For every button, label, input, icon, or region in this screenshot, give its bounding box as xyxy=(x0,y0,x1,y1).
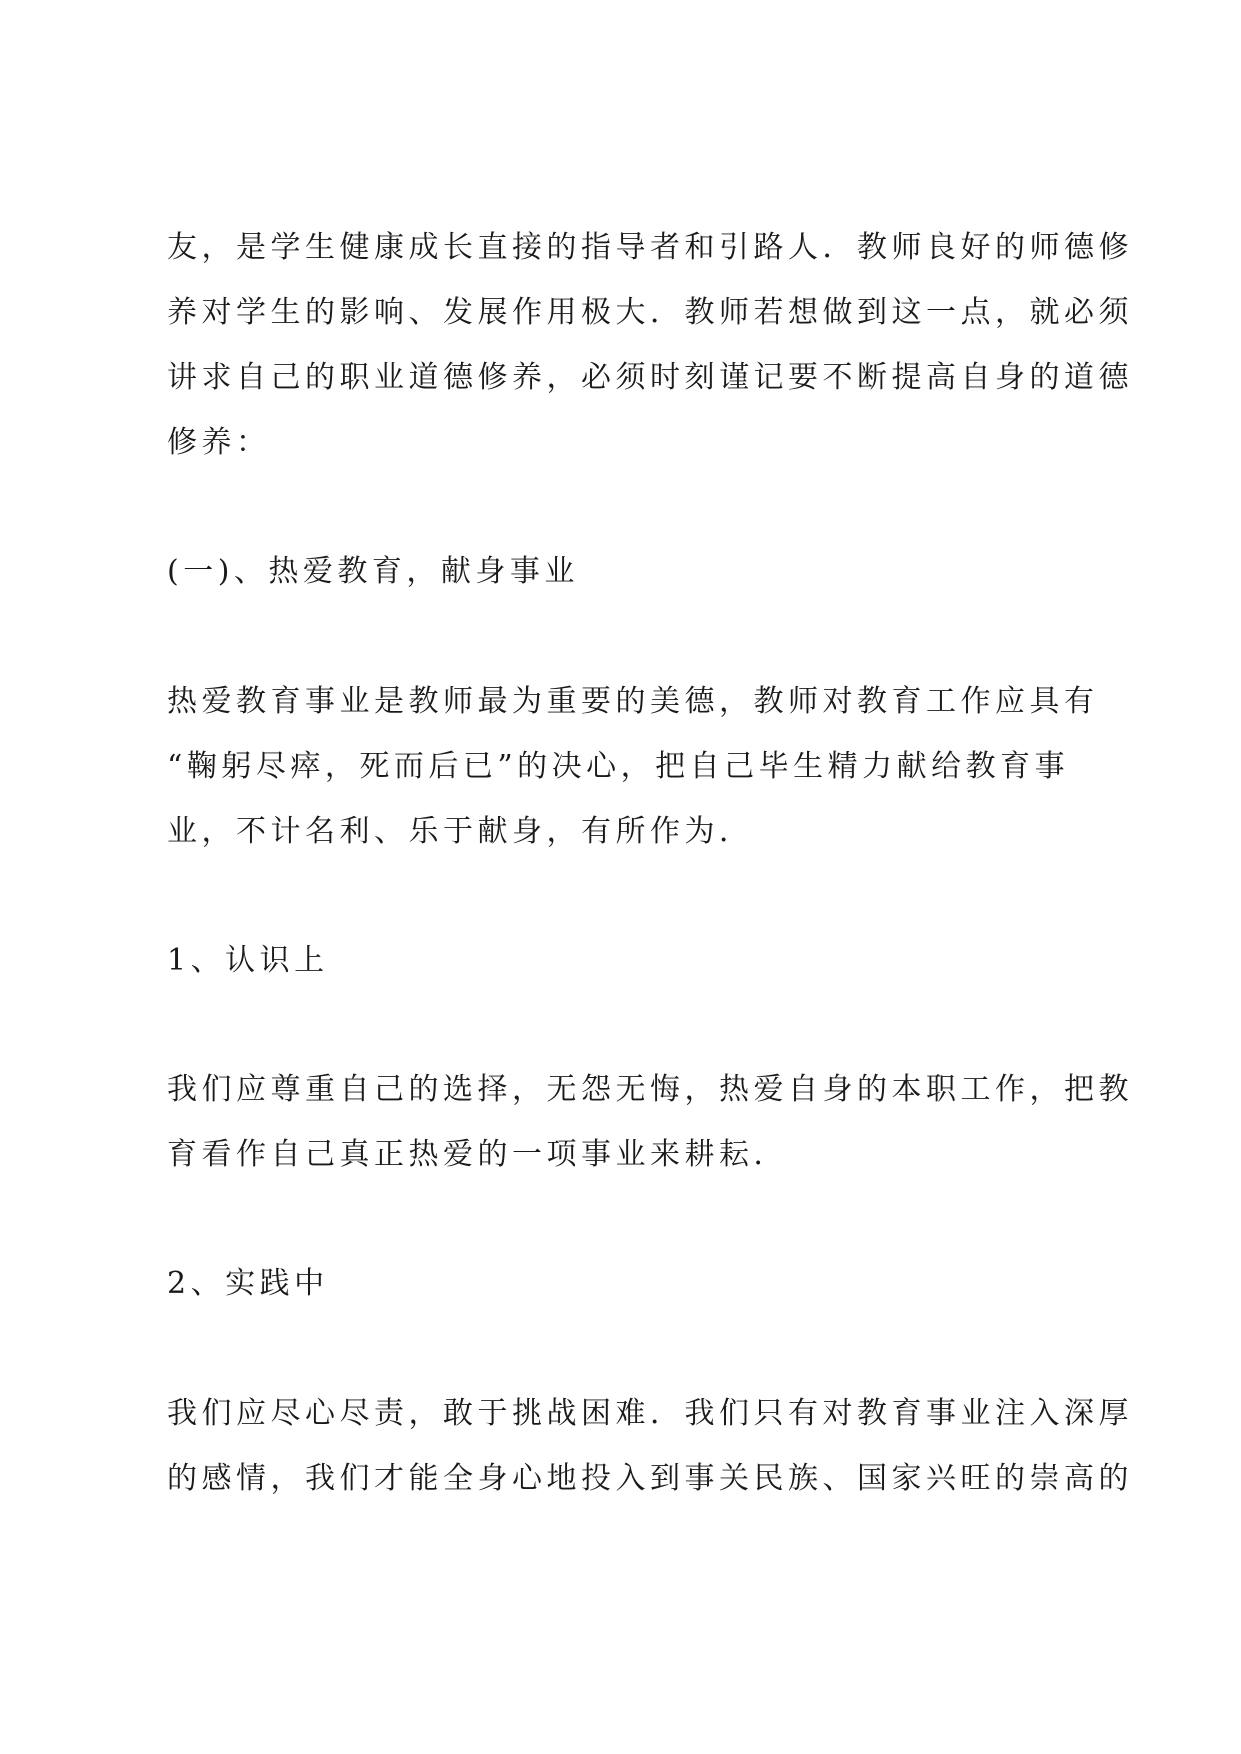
paragraph-line: 热爱教育事业是教师最为重要的美德，教师对教育工作应具有 xyxy=(167,684,1099,719)
subsection-heading: 1、认识上 xyxy=(167,943,329,978)
paragraph-line: 我们应尽心尽责，敢于挑战困难．我们只有对教育事业注入深厚 xyxy=(167,1396,1133,1431)
paragraph-line: 友，是学生健康成长直接的指导者和引路人．教师良好的师德修 xyxy=(167,230,1133,265)
paragraph-line: 我们应尊重自己的选择，无怨无悔，热爱自身的本职工作，把教 xyxy=(167,1072,1133,1107)
subsection-heading: 2、实践中 xyxy=(167,1266,329,1301)
paragraph-line: 业，不计名利、乐于献身，有所作为． xyxy=(167,814,754,849)
paragraph-line: 修养： xyxy=(167,425,271,460)
paragraph-line: 讲求自己的职业道德修养，必须时刻谨记要不断提高自身的道德 xyxy=(167,360,1133,395)
paragraph-line: 的感情，我们才能全身心地投入到事关民族、国家兴旺的崇高的 xyxy=(167,1461,1133,1496)
paragraph-line: 养对学生的影响、发展作用极大．教师若想做到这一点，就必须 xyxy=(167,295,1133,330)
paragraph-line: 育看作自己真正热爱的一项事业来耕耘． xyxy=(167,1137,788,1172)
paragraph-line: “鞠躬尽瘁，死而后已”的决心，把自己毕生精力献给教育事 xyxy=(167,749,1070,784)
section-heading: (一)、热爱教育，献身事业 xyxy=(167,554,579,589)
